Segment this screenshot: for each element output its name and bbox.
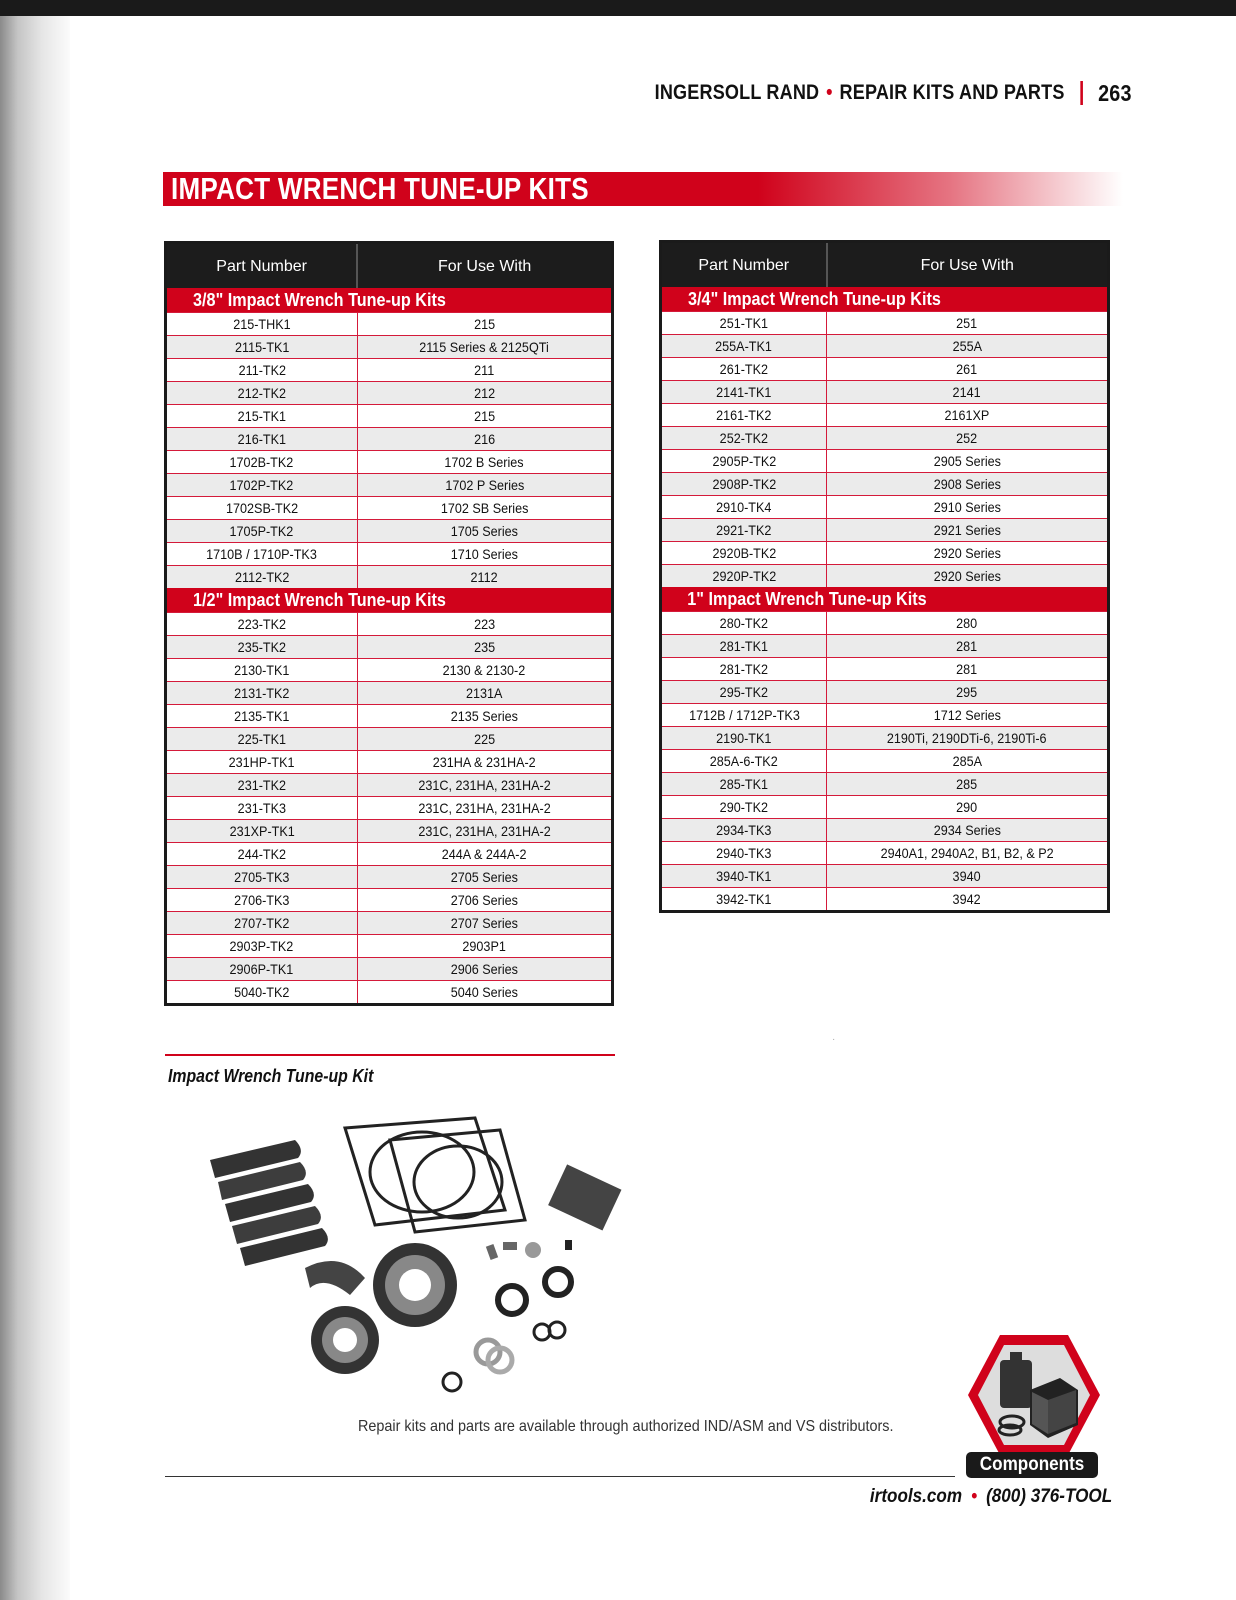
part-number-cell: 231XP-TK1 — [166, 820, 358, 843]
for-use-with-cell: 215 — [357, 313, 612, 336]
part-number-cell: 2707-TK2 — [166, 912, 358, 935]
page-title: IMPACT WRENCH TUNE-UP KITS — [171, 171, 589, 206]
for-use-with-cell: 295 — [827, 681, 1109, 704]
part-number-cell: 280-TK2 — [661, 612, 827, 635]
part-number-cell: 2705-TK3 — [166, 866, 358, 889]
part-number-cell: 1702B-TK2 — [166, 451, 358, 474]
for-use-with-cell: 261 — [827, 358, 1109, 381]
table-row — [661, 427, 1109, 450]
small-parts-icon — [486, 1240, 572, 1260]
column-header-part-number: Part Number — [661, 242, 827, 288]
components-badge-label: Components — [966, 1452, 1098, 1478]
part-number-cell: 281-TK2 — [661, 658, 827, 681]
table-row — [166, 497, 613, 520]
part-number-cell: 2141-TK1 — [661, 381, 827, 404]
part-number-cell: 2112-TK2 — [166, 566, 358, 589]
table-row — [661, 612, 1109, 635]
footer-separator-dot: • — [970, 1486, 977, 1507]
table-row — [661, 381, 1109, 404]
page-number: 263 — [1098, 79, 1132, 106]
table-row — [166, 958, 613, 981]
table-row — [661, 565, 1109, 588]
for-use-with-cell: 3942 — [827, 888, 1109, 912]
for-use-with-cell: 255A — [827, 335, 1109, 358]
table-row — [166, 889, 613, 912]
part-number-cell: 2910-TK4 — [661, 496, 827, 519]
part-number-cell: 231-TK3 — [166, 797, 358, 820]
rotor-vanes-icon — [210, 1140, 328, 1266]
table-row — [661, 404, 1109, 427]
footer-website: irtools.com — [869, 1486, 962, 1507]
part-number-cell: 225-TK1 — [166, 728, 358, 751]
table-row — [661, 496, 1109, 519]
part-number-cell: 1710B / 1710P-TK3 — [166, 543, 358, 566]
part-number-cell: 2706-TK3 — [166, 889, 358, 912]
table-header-row — [166, 243, 613, 289]
table-row — [661, 888, 1109, 912]
for-use-with-cell: 1702 B Series — [357, 451, 612, 474]
table-row — [166, 843, 613, 866]
page-footer — [870, 1486, 1112, 1508]
table-row — [166, 820, 613, 843]
for-use-with-cell: 2906 Series — [357, 958, 612, 981]
for-use-with-cell: 2940A1, 2940A2, B1, B2, & P2 — [827, 842, 1109, 865]
for-use-with-cell: 223 — [357, 613, 612, 636]
section-header-row — [166, 588, 613, 613]
table-row — [166, 866, 613, 889]
table-row — [661, 312, 1109, 335]
part-number-cell: 2115-TK1 — [166, 336, 358, 359]
table-row — [166, 682, 613, 705]
table-row — [166, 935, 613, 958]
top-dark-edge — [0, 0, 1236, 16]
for-use-with-cell: 1705 Series — [357, 520, 612, 543]
book-spine-shadow — [0, 16, 70, 1600]
part-number-cell: 1705P-TK2 — [166, 520, 358, 543]
table-row — [661, 335, 1109, 358]
part-number-cell: 2908P-TK2 — [661, 473, 827, 496]
for-use-with-cell: 2920 Series — [827, 542, 1109, 565]
for-use-with-cell: 281 — [827, 658, 1109, 681]
section-title: 3/4" Impact Wrench Tune-up Kits — [661, 287, 1109, 312]
for-use-with-cell: 2908 Series — [827, 473, 1109, 496]
part-number-cell: 285A-6-TK2 — [661, 750, 827, 773]
table-row — [661, 704, 1109, 727]
table-row — [661, 635, 1109, 658]
for-use-with-cell: 231C, 231HA, 231HA-2 — [357, 774, 612, 797]
table-row — [166, 912, 613, 935]
part-number-cell: 223-TK2 — [166, 613, 358, 636]
part-number-cell: 261-TK2 — [661, 358, 827, 381]
for-use-with-cell: 3940 — [827, 865, 1109, 888]
table-row — [166, 981, 613, 1005]
for-use-with-cell: 225 — [357, 728, 612, 751]
table-row — [661, 727, 1109, 750]
table-row — [661, 750, 1109, 773]
section-header-row — [661, 587, 1109, 612]
for-use-with-cell: 1702 SB Series — [357, 497, 612, 520]
part-number-cell: 235-TK2 — [166, 636, 358, 659]
for-use-with-cell: 290 — [827, 796, 1109, 819]
for-use-with-cell: 2135 Series — [357, 705, 612, 728]
for-use-with-cell: 280 — [827, 612, 1109, 635]
part-number-cell: 2903P-TK2 — [166, 935, 358, 958]
footer-rule — [165, 1476, 955, 1477]
part-number-cell: 285-TK1 — [661, 773, 827, 796]
part-number-cell: 251-TK1 — [661, 312, 827, 335]
filter-screen-icon — [548, 1164, 621, 1230]
part-number-cell: 5040-TK2 — [166, 981, 358, 1005]
for-use-with-cell: 2903P1 — [357, 935, 612, 958]
table-row — [166, 382, 613, 405]
section-title: 1" Impact Wrench Tune-up Kits — [661, 587, 1109, 612]
for-use-with-cell: 1710 Series — [357, 543, 612, 566]
running-header — [655, 78, 1132, 108]
part-number-cell: 216-TK1 — [166, 428, 358, 451]
part-number-cell: 2131-TK2 — [166, 682, 358, 705]
table-row — [166, 797, 613, 820]
part-number-cell: 2130-TK1 — [166, 659, 358, 682]
table-row — [166, 474, 613, 497]
for-use-with-cell: 251 — [827, 312, 1109, 335]
part-number-cell: 231HP-TK1 — [166, 751, 358, 774]
footer-phone: (800) 376-TOOL — [985, 1486, 1112, 1507]
part-number-cell: 2906P-TK1 — [166, 958, 358, 981]
table-row — [166, 751, 613, 774]
part-number-cell: 295-TK2 — [661, 681, 827, 704]
table-row — [661, 865, 1109, 888]
for-use-with-cell: 231C, 231HA, 231HA-2 — [357, 820, 612, 843]
table-row — [661, 842, 1109, 865]
for-use-with-cell: 252 — [827, 427, 1109, 450]
table-row — [166, 636, 613, 659]
part-number-cell: 244-TK2 — [166, 843, 358, 866]
table-row — [661, 658, 1109, 681]
for-use-with-cell: 2934 Series — [827, 819, 1109, 842]
part-number-cell: 2920P-TK2 — [661, 565, 827, 588]
part-number-cell: 1712B / 1712P-TK3 — [661, 704, 827, 727]
table-row — [166, 405, 613, 428]
part-number-cell: 290-TK2 — [661, 796, 827, 819]
header-divider — [1080, 81, 1083, 105]
part-number-cell: 2161-TK2 — [661, 404, 827, 427]
section-title: 3/8" Impact Wrench Tune-up Kits — [166, 288, 613, 313]
caption-rule — [165, 1054, 615, 1056]
for-use-with-cell: 212 — [357, 382, 612, 405]
for-use-with-cell: 2910 Series — [827, 496, 1109, 519]
table-row — [661, 819, 1109, 842]
for-use-with-cell: 2161XP — [827, 404, 1109, 427]
table-row — [166, 659, 613, 682]
page-title-band — [163, 172, 1123, 206]
section-title: 1/2" Impact Wrench Tune-up Kits — [166, 588, 613, 613]
for-use-with-cell: 1702 P Series — [357, 474, 612, 497]
seals-and-orings-icon — [443, 1269, 571, 1391]
part-number-cell: 2921-TK2 — [661, 519, 827, 542]
section-header-row — [661, 287, 1109, 312]
table-row — [166, 428, 613, 451]
table-row — [661, 796, 1109, 819]
table-row — [661, 358, 1109, 381]
part-number-cell: 215-TK1 — [166, 405, 358, 428]
part-number-cell: 252-TK2 — [661, 427, 827, 450]
for-use-with-cell: 2705 Series — [357, 866, 612, 889]
part-number-cell: 1702P-TK2 — [166, 474, 358, 497]
kits-table-left — [164, 241, 614, 1006]
column-header-for-use-with: For Use With — [357, 243, 612, 289]
header-separator-dot: • — [826, 81, 834, 104]
gaskets-icon — [345, 1118, 525, 1232]
table-row — [661, 681, 1109, 704]
section-header-row — [166, 288, 613, 313]
table-row — [661, 519, 1109, 542]
table-row — [166, 705, 613, 728]
table-row — [166, 313, 613, 336]
for-use-with-cell: 2905 Series — [827, 450, 1109, 473]
table-row — [166, 359, 613, 382]
part-number-cell: 2920B-TK2 — [661, 542, 827, 565]
column-header-part-number: Part Number — [166, 243, 358, 289]
scan-speck: · — [832, 1034, 836, 1045]
for-use-with-cell: 2130 & 2130-2 — [357, 659, 612, 682]
part-number-cell: 2934-TK3 — [661, 819, 827, 842]
part-number-cell: 3942-TK1 — [661, 888, 827, 912]
for-use-with-cell: 1712 Series — [827, 704, 1109, 727]
table-row — [166, 451, 613, 474]
for-use-with-cell: 2707 Series — [357, 912, 612, 935]
distribution-footnote: Repair kits and parts are available through authorized IND/ASM and VS distributors. — [358, 1418, 894, 1435]
part-number-cell: 3940-TK1 — [661, 865, 827, 888]
part-number-cell: 2135-TK1 — [166, 705, 358, 728]
for-use-with-cell: 281 — [827, 635, 1109, 658]
part-number-cell: 2940-TK3 — [661, 842, 827, 865]
end-plate-gasket-icon — [305, 1261, 365, 1295]
part-number-cell: 215-THK1 — [166, 313, 358, 336]
for-use-with-cell: 231HA & 231HA-2 — [357, 751, 612, 774]
header-brand: INGERSOLL RAND — [655, 81, 820, 104]
for-use-with-cell: 5040 Series — [357, 981, 612, 1005]
table-row — [661, 542, 1109, 565]
table-row — [166, 543, 613, 566]
part-number-cell: 281-TK1 — [661, 635, 827, 658]
table-header-row — [661, 242, 1109, 288]
table-row — [661, 773, 1109, 796]
part-number-cell: 2905P-TK2 — [661, 450, 827, 473]
for-use-with-cell: 211 — [357, 359, 612, 382]
part-number-cell: 212-TK2 — [166, 382, 358, 405]
table-row — [661, 450, 1109, 473]
for-use-with-cell: 2131A — [357, 682, 612, 705]
header-section: REPAIR KITS AND PARTS — [839, 81, 1065, 104]
for-use-with-cell: 285 — [827, 773, 1109, 796]
table-row — [166, 774, 613, 797]
table-row — [166, 336, 613, 359]
part-number-cell: 1702SB-TK2 — [166, 497, 358, 520]
for-use-with-cell: 231C, 231HA, 231HA-2 — [357, 797, 612, 820]
column-header-for-use-with: For Use With — [827, 242, 1109, 288]
part-number-cell: 231-TK2 — [166, 774, 358, 797]
for-use-with-cell: 235 — [357, 636, 612, 659]
for-use-with-cell: 215 — [357, 405, 612, 428]
for-use-with-cell: 216 — [357, 428, 612, 451]
for-use-with-cell: 2115 Series & 2125QTi — [357, 336, 612, 359]
for-use-with-cell: 2921 Series — [827, 519, 1109, 542]
for-use-with-cell: 2190Ti, 2190DTi-6, 2190Ti-6 — [827, 727, 1109, 750]
table-row — [166, 566, 613, 589]
table-row — [166, 613, 613, 636]
for-use-with-cell: 285A — [827, 750, 1109, 773]
kits-table-right — [659, 240, 1110, 913]
for-use-with-cell: 2112 — [357, 566, 612, 589]
figure-caption: Impact Wrench Tune-up Kit — [168, 1066, 374, 1086]
part-number-cell: 255A-TK1 — [661, 335, 827, 358]
part-number-cell: 2190-TK1 — [661, 727, 827, 750]
table-row — [661, 473, 1109, 496]
table-row — [166, 728, 613, 751]
for-use-with-cell: 2920 Series — [827, 565, 1109, 588]
for-use-with-cell: 2141 — [827, 381, 1109, 404]
for-use-with-cell: 2706 Series — [357, 889, 612, 912]
for-use-with-cell: 244A & 244A-2 — [357, 843, 612, 866]
part-number-cell: 211-TK2 — [166, 359, 358, 382]
tune-up-kit-photo — [200, 1100, 640, 1400]
table-row — [166, 520, 613, 543]
